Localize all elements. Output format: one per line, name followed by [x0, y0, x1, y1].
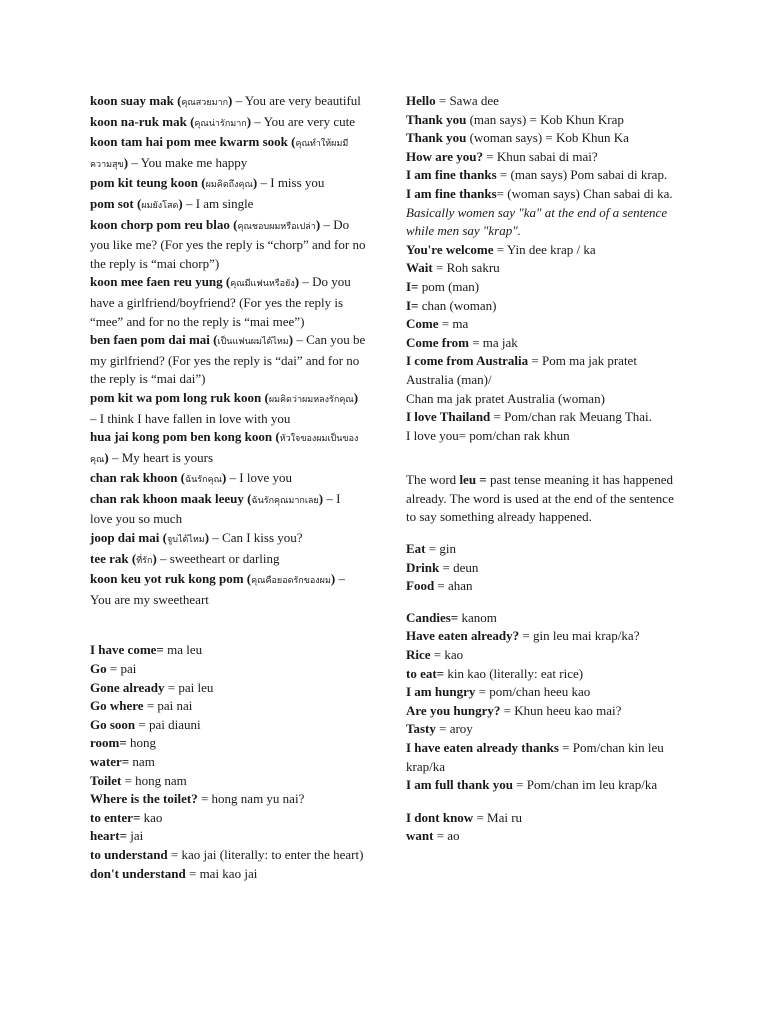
phrase-term: Come [406, 316, 439, 332]
phrase-meaning: – I think I have fallen in love with you [90, 410, 291, 426]
phrase-term: chan rak khoon maak leeuy [90, 490, 244, 506]
phrase-term: pom sot [90, 195, 134, 211]
phrase-term: koon tam hai pom mee kwarm sook [90, 134, 288, 150]
phrase-entry [406, 352, 682, 389]
phrase-entry [406, 540, 682, 559]
phrase-meaning: = pai [106, 661, 137, 677]
phrase-entry [406, 665, 682, 684]
phrase-entry [406, 720, 682, 739]
phrase-meaning: (woman says) = Kob Khun Ka [466, 130, 629, 146]
phrase-entry [406, 278, 682, 297]
right-column [406, 92, 682, 846]
phrase-meaning: = kao jai (literally: to enter the heart) [167, 846, 364, 862]
phrase-meaning: = Sawa dee [435, 93, 499, 108]
phrase-entry [90, 697, 366, 716]
phrase-meaning: = ma jak [468, 334, 518, 350]
phrase-entry [90, 827, 366, 846]
phrase-meaning: – Do you have a girlfriend/boyfriend? (For yes the reply is “mee” and for no the reply is “mai mee”) [90, 274, 351, 329]
phrase-meaning: – I miss you [257, 175, 325, 191]
phrase-meaning: – You are very beautiful [232, 93, 361, 108]
phrase-entry [406, 646, 682, 665]
romance-phrases [90, 92, 366, 609]
phrase-meaning: = (man says) Pom sabai di krap. [496, 167, 668, 183]
phrase-meaning: = Khun sabai di mai? [483, 148, 598, 164]
left-column [90, 92, 366, 883]
phrase-entry: hua jai kong pom ben kong koon (หัวใจของผมเป็นของคุณ) – My heart is yours [90, 429, 359, 465]
thai-script: คุณชอบผมหรือเปล่า [237, 221, 316, 232]
phrase-entry: tee rak (ที่รัก) – sweetheart or darling [90, 550, 280, 566]
phrase-term: pom kit wa pom long ruk koon [90, 389, 262, 405]
basic-phrases [90, 641, 366, 883]
phrase-term: Hello [406, 93, 436, 108]
phrase-entry [406, 609, 682, 628]
phrase-term: koon suay mak [90, 93, 174, 108]
phrase-term: How are you? [406, 148, 484, 164]
food-phrases [406, 540, 682, 596]
phrase-meaning: nam [129, 754, 155, 769]
phrase-entry [406, 259, 682, 278]
phrase-entry [406, 297, 682, 316]
phrase-entry [90, 846, 366, 865]
phrase-entry [90, 679, 366, 698]
thai-script: คุณทำให้ผมมีความสุข [90, 139, 349, 170]
phrase-meaning: jai [127, 828, 144, 844]
phrase-meaning: = deun [439, 559, 479, 575]
phrase-term: I have come= [90, 642, 164, 658]
phrase-term: hua jai kong pom ben kong koon [90, 429, 273, 445]
phrase-term: Are you hungry? [406, 702, 501, 718]
phrase-term: I am fine thanks [406, 185, 497, 201]
phrase-term: to eat= [406, 665, 445, 681]
phrase-term: Thank you [406, 111, 467, 127]
phrase-meaning: (man says) = Kob Khun Krap [466, 111, 624, 127]
thai-script: ผมยังโสด [141, 200, 179, 211]
phrase-term: Go soon [90, 716, 136, 732]
phrase-term: tee rak [90, 550, 129, 566]
phrase-term: to understand [90, 846, 168, 862]
phrase-entry [90, 641, 366, 660]
phrase-entry [90, 660, 366, 679]
phrase-term: Go where [90, 698, 144, 714]
love-thailand: I love Thailand = Pom/chan rak Meuang Thai. [406, 409, 652, 425]
phrase-meaning: = kao [430, 647, 464, 663]
phrase-entry [406, 809, 682, 828]
phrase-meaning: = ma [438, 316, 469, 332]
phrase-meaning: – I am single [182, 195, 254, 211]
phrase-entry [406, 334, 682, 353]
phrase-term: Rice [406, 647, 431, 663]
phrase-meaning: – Can you be my girlfriend? (For yes the reply is “dai” and for no the reply is “mai dai”) [90, 332, 366, 387]
phrase-meaning: – You are very cute [251, 113, 356, 129]
phrase-meaning: = pai leu [164, 679, 214, 695]
greeting-phrases-2 [406, 241, 682, 390]
thai-script: หัวใจของผมเป็นของคุณ [90, 434, 359, 465]
misc-phrases [406, 809, 682, 846]
phrase-meaning: – I love you [226, 470, 293, 486]
phrase-entry: koon keu yot ruk kong pom (คุณคือยอดรักของผม) – You are my sweetheart [90, 571, 345, 607]
phrase-entry [90, 734, 366, 753]
phrase-term: I= [406, 278, 419, 294]
phrase-meaning: = Mai ru [473, 809, 523, 825]
phrase-entry [406, 185, 682, 204]
phrase-entry: pom sot (ผมยังโสด) – I am single [90, 195, 254, 211]
phrase-meaning: hong [126, 735, 157, 751]
phrase-term: Candies= [406, 609, 459, 625]
phrase-entry [406, 315, 682, 334]
phrase-meaning: = gin [425, 541, 456, 557]
phrase-entry [406, 683, 682, 702]
phrase-entry: pom kit teung koon (ผมคิดถึงคุณ) – I miss you [90, 175, 325, 191]
phrase-meaning: – You make me happy [128, 154, 248, 170]
thai-script: เป็นแฟนผมได้ไหม [217, 337, 289, 348]
phrase-meaning: kao [140, 809, 163, 825]
phrase-entry [90, 772, 366, 791]
phrase-meaning: = hong nam [121, 772, 187, 788]
phrase-term: Where is the toilet? [90, 791, 198, 807]
phrase-meaning: = hong nam yu nai? [197, 791, 305, 807]
australia-woman: Chan ma jak pratet Australia (woman) [406, 390, 605, 406]
thai-script: คุณมีแฟนหรือยัง [230, 279, 295, 290]
phrase-meaning: = Pom ma jak pratet Australia (man)/ [406, 353, 637, 387]
phrase-entry: joop dai mai (จูบได้ไหม) – Can I kiss you? [90, 530, 303, 546]
phrase-meaning: – sweetheart or darling [156, 550, 280, 566]
phrase-term: koon chorp pom reu blao [90, 216, 230, 232]
phrase-meaning: = pai diauni [135, 716, 201, 732]
food-phrases-2 [406, 609, 682, 795]
thai-script: คุณคือยอดรักของผม [251, 576, 331, 587]
leu-note: The word leu = past tense meaning it has happened already. The word is used at the end of the sentence to say something already happened. [406, 472, 674, 525]
phrase-meaning: = Yin dee krap / ka [493, 241, 596, 257]
phrase-entry [406, 92, 682, 111]
phrase-entry [406, 776, 682, 795]
phrase-term: I am full thank you [406, 777, 513, 793]
phrase-term: I am hungry [406, 684, 476, 700]
phrase-term: Go [90, 661, 107, 677]
phrase-term: Food [406, 578, 435, 594]
phrase-term: I have eaten already thanks [406, 740, 559, 755]
phrase-meaning: = Roh sakru [432, 260, 500, 276]
phrase-entry [90, 865, 366, 884]
phrase-entry [90, 716, 366, 735]
phrase-entry: chan rak khoon maak leeuy (ฉันรักคุณมากเลย) – I love you so much [90, 490, 341, 527]
phrase-meaning: = pom/chan heeu kao [475, 684, 591, 700]
phrase-term: to enter= [90, 809, 141, 825]
phrase-term: You're welcome [406, 241, 494, 257]
phrase-term: Drink [406, 559, 440, 575]
love-you: I love you= pom/chan rak khun [406, 427, 570, 443]
phrase-meaning: pom (man) [418, 278, 480, 294]
phrase-term: Wait [406, 260, 433, 276]
phrase-entry [406, 148, 682, 167]
thai-script: ผมคิดว่าผมหลงรักคุณ [268, 394, 354, 405]
phrase-entry: chan rak khoon (ฉันรักคุณ) – I love you [90, 470, 293, 486]
phrase-meaning: = Pom/chan im leu krap/ka [512, 777, 658, 793]
phrase-entry [406, 559, 682, 578]
phrase-entry: koon tam hai pom mee kwarm sook (คุณทำให้ผมมีความสุข) – You make me happy [90, 134, 349, 170]
phrase-entry [406, 241, 682, 260]
phrase-meaning: = aroy [435, 721, 473, 737]
phrase-entry: pom kit wa pom long ruk koon (ผมคิดว่าผมหลงรักคุณ) – I think I have fallen in love with you [90, 389, 359, 426]
phrase-term: Have eaten already? [406, 628, 520, 644]
phrase-entry: koon na-ruk mak (คุณน่ารักมาก) – You are very cute [90, 113, 356, 129]
phrase-term: ben faen pom dai mai [90, 332, 210, 348]
phrase-meaning: – You are my sweetheart [90, 571, 345, 607]
phrase-term: I= [406, 297, 419, 313]
phrase-entry [406, 739, 682, 776]
thai-script: จูบได้ไหม [166, 535, 205, 546]
phrase-term: room= [90, 735, 127, 751]
phrase-meaning: = (woman says) Chan sabai di ka. [496, 185, 673, 201]
phrase-entry [406, 702, 682, 721]
phrase-entry: ben faen pom dai mai (เป็นแฟนผมได้ไหม) – Can you be my girlfriend? (For yes the reply is “dai” and for no the reply is “mai dai”) [90, 332, 366, 387]
phrase-term: I come from Australia [406, 353, 529, 369]
thai-script: ที่รัก [136, 555, 153, 566]
phrase-term: joop dai mai [90, 530, 160, 546]
phrase-meaning: – Can I kiss you? [209, 530, 303, 546]
phrase-term: Gone already [90, 679, 165, 695]
phrase-meaning: – My heart is yours [108, 449, 214, 465]
phrase-term: koon mee faen reu yung [90, 274, 223, 290]
phrase-meaning: = Pom/chan kin leu krap/ka [406, 740, 664, 774]
phrase-entry: koon mee faen reu yung (คุณมีแฟนหรือยัง) – Do you have a girlfriend/boyfriend? (For yes the reply is “mee” and for no the reply is “mai mee”) [90, 274, 351, 329]
phrase-term: Tasty [406, 721, 436, 737]
phrase-term: Toilet [90, 772, 122, 788]
phrase-meaning: = mai kao jai [185, 865, 258, 881]
thai-script: คุณน่ารักมาก [194, 118, 247, 129]
phrase-term: chan rak khoon [90, 470, 178, 486]
phrase-term: Eat [406, 541, 426, 557]
phrase-entry: koon chorp pom reu blao (คุณชอบผมหรือเปล่า) – Do you like me? (For yes the reply is “chorp” and for no the reply is “mai chorp”) [90, 216, 366, 271]
gender-note-2: while men say "krap". [406, 223, 521, 239]
phrase-entry [90, 809, 366, 828]
phrase-meaning: = ahan [434, 578, 473, 594]
phrase-entry [406, 627, 682, 646]
greeting-phrases [406, 92, 682, 204]
phrase-term: don't understand [90, 865, 186, 881]
phrase-entry [90, 790, 366, 809]
phrase-meaning: ma leu [163, 642, 203, 658]
phrase-entry [90, 753, 366, 772]
phrase-meaning: = ao [433, 828, 460, 844]
phrase-entry [406, 166, 682, 185]
phrase-term: koon keu yot ruk kong pom [90, 571, 244, 587]
phrase-term: pom kit teung koon [90, 175, 198, 191]
phrase-meaning: = gin leu mai krap/ka? [519, 628, 640, 644]
phrase-entry [406, 111, 682, 130]
phrase-term: koon na-ruk mak [90, 113, 187, 129]
thai-script: ฉันรักคุณ [185, 475, 222, 486]
phrase-entry: koon suay mak (คุณสวยมาก) – You are very beautiful [90, 93, 361, 108]
phrase-term: I am fine thanks [406, 167, 497, 183]
phrase-entry [406, 129, 682, 148]
phrase-meaning: – I love you so much [90, 490, 341, 527]
thai-script: คุณสวยมาก [181, 98, 229, 108]
phrase-meaning: = pai nai [143, 698, 193, 714]
phrase-term: want [406, 828, 434, 844]
phrase-term: water= [90, 754, 130, 769]
gender-note: Basically women say "ka" at the end of a sentence [406, 204, 668, 220]
phrase-meaning: = Khun heeu kao mai? [500, 702, 622, 718]
phrase-term: I dont know [406, 809, 474, 825]
thai-script: ฉันรักคุณมากเลย [251, 495, 319, 506]
phrase-meaning: chan (woman) [418, 297, 497, 313]
phrase-entry [406, 827, 682, 846]
phrase-meaning: kin kao (literally: eat rice) [444, 665, 584, 681]
phrase-entry [406, 577, 682, 596]
thai-script: ผมคิดถึงคุณ [205, 180, 253, 191]
phrase-term: heart= [90, 828, 128, 844]
phrase-meaning: – Do you like me? (For yes the reply is “chorp” and for no the reply is “mai chorp”) [90, 216, 366, 271]
phrase-meaning: kanom [458, 609, 497, 625]
phrase-term: Come from [406, 334, 469, 350]
phrase-term: Thank you [406, 130, 467, 146]
